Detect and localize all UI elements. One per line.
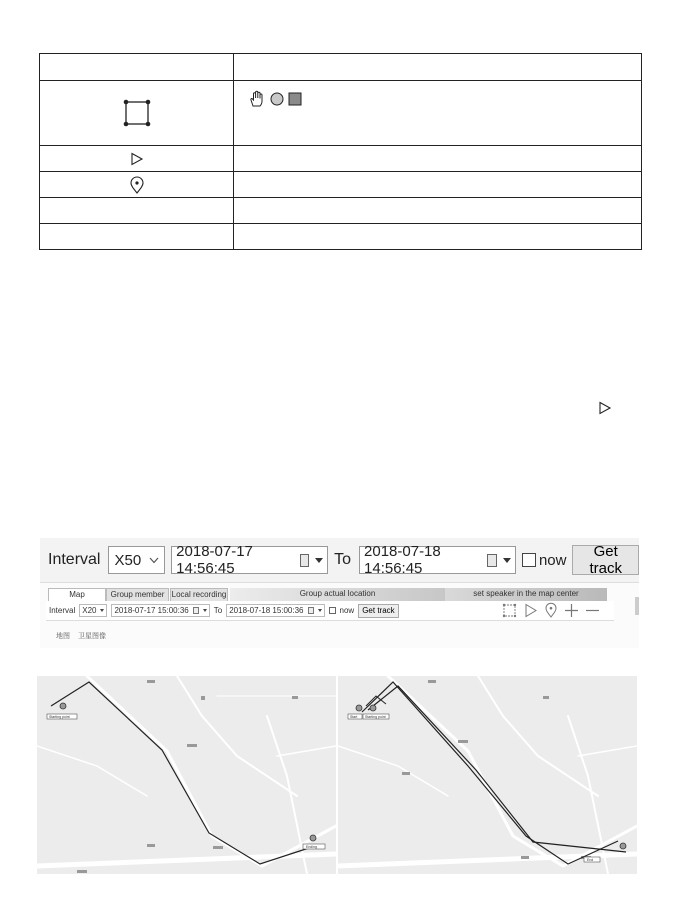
start-marker-icon bbox=[356, 705, 362, 711]
end-marker-icon bbox=[620, 843, 626, 849]
table-row bbox=[40, 172, 642, 198]
tab-set-speaker[interactable]: set speaker in the map center bbox=[445, 588, 607, 601]
calendar-icon[interactable] bbox=[308, 607, 314, 614]
inline-icon-group bbox=[248, 90, 641, 108]
to-date-value: 2018-07-18 14:56:45 bbox=[364, 543, 441, 577]
start-marker-icon bbox=[370, 705, 376, 711]
location-pin-icon bbox=[129, 176, 145, 194]
end-marker-icon bbox=[310, 835, 316, 841]
hand-icon bbox=[248, 90, 266, 108]
caret-down-icon[interactable] bbox=[315, 558, 323, 563]
app-window bbox=[40, 582, 639, 648]
caret-down-icon[interactable] bbox=[203, 609, 207, 612]
table-cell-desc bbox=[234, 198, 642, 224]
now-checkbox[interactable] bbox=[522, 553, 536, 567]
start-label-2: Start bbox=[350, 715, 358, 719]
get-track-button[interactable]: Get track bbox=[358, 604, 398, 618]
now-checkbox-group bbox=[522, 552, 567, 569]
from-date-input[interactable] bbox=[111, 604, 209, 617]
table-cell-icon bbox=[40, 81, 234, 146]
table-row bbox=[40, 198, 642, 224]
interval-select[interactable] bbox=[108, 546, 165, 574]
from-date-value: 2018-07-17 14:56:45 bbox=[176, 543, 253, 577]
table-cell-desc bbox=[234, 172, 642, 198]
table-cell-icon bbox=[40, 198, 234, 224]
now-label: now bbox=[538, 551, 567, 569]
interval-select[interactable] bbox=[79, 604, 107, 617]
track-line bbox=[362, 682, 618, 864]
map-panel-right[interactable] bbox=[338, 676, 637, 874]
track-toolbar bbox=[40, 538, 639, 582]
zoom-in-icon[interactable] bbox=[564, 603, 579, 618]
from-date-value: 2018-07-17 15:00:36 bbox=[114, 606, 189, 615]
interval-value: X20 bbox=[82, 606, 97, 615]
caret-down-icon bbox=[100, 609, 104, 612]
map-panel-left[interactable] bbox=[37, 676, 336, 874]
circle-icon bbox=[270, 92, 284, 106]
map-type-map[interactable]: 地图 bbox=[56, 633, 70, 640]
to-date-input[interactable] bbox=[226, 604, 324, 617]
start-marker-icon bbox=[60, 703, 66, 709]
end-label: Ending bbox=[306, 845, 317, 849]
play-icon bbox=[598, 401, 612, 415]
now-label: now bbox=[339, 606, 355, 615]
map-canvas[interactable] bbox=[338, 676, 637, 874]
icon-description-table bbox=[39, 53, 642, 250]
tab-bar bbox=[40, 588, 639, 601]
location-pin-icon[interactable] bbox=[544, 602, 558, 618]
table-cell-icon bbox=[40, 146, 234, 172]
caret-down-icon[interactable] bbox=[503, 558, 511, 563]
interval-label: Interval bbox=[49, 606, 76, 615]
interval-label: Interval bbox=[48, 551, 101, 568]
interval-value: X50 bbox=[114, 551, 142, 569]
start-label: Starting point bbox=[49, 715, 70, 719]
tab-group-actual-location[interactable]: Group actual location bbox=[230, 588, 445, 601]
table-row bbox=[40, 224, 642, 250]
end-label: End bbox=[587, 858, 594, 862]
to-date-value: 2018-07-18 15:00:36 bbox=[229, 606, 304, 615]
select-rectangle-icon bbox=[122, 98, 152, 128]
start-label: Starting point bbox=[365, 715, 386, 719]
zoom-out-icon[interactable] bbox=[585, 603, 600, 618]
map-type-satellite[interactable]: 卫星图像 bbox=[78, 633, 106, 640]
caret-down-icon[interactable] bbox=[318, 609, 322, 612]
tab-group-member[interactable]: Group member bbox=[106, 588, 169, 601]
roads bbox=[37, 676, 336, 874]
table-row bbox=[40, 81, 642, 146]
table-cell-icon bbox=[40, 224, 234, 250]
calendar-icon[interactable] bbox=[300, 554, 310, 567]
select-rectangle-icon[interactable] bbox=[502, 603, 517, 618]
get-track-button[interactable]: Get track bbox=[572, 545, 639, 575]
now-checkbox[interactable] bbox=[329, 607, 336, 614]
map-canvas[interactable] bbox=[37, 676, 336, 874]
play-icon[interactable] bbox=[523, 603, 538, 618]
tab-map[interactable]: Map bbox=[48, 588, 106, 601]
calendar-icon[interactable] bbox=[487, 554, 497, 567]
table-cell-desc bbox=[234, 54, 642, 81]
table-cell-desc bbox=[234, 224, 642, 250]
track-line bbox=[51, 682, 315, 864]
track-line-return bbox=[368, 686, 626, 852]
play-icon bbox=[130, 152, 144, 166]
map-type-switch bbox=[56, 631, 106, 641]
square-icon bbox=[288, 92, 302, 106]
to-date-input[interactable] bbox=[359, 543, 516, 577]
table-cell-icon bbox=[40, 172, 234, 198]
scrollbar[interactable] bbox=[635, 597, 639, 615]
table-cell-desc bbox=[234, 146, 642, 172]
map-labels bbox=[77, 680, 298, 873]
from-date-input[interactable] bbox=[171, 543, 328, 577]
table-cell-desc bbox=[234, 81, 642, 146]
table-row bbox=[40, 54, 642, 81]
table-row bbox=[40, 146, 642, 172]
to-label: To bbox=[334, 551, 352, 568]
calendar-icon[interactable] bbox=[193, 607, 199, 614]
roads bbox=[338, 676, 637, 874]
tab-local-recording[interactable]: Local recording bbox=[171, 590, 227, 599]
table-cell-icon bbox=[40, 54, 234, 81]
to-label: To bbox=[213, 606, 223, 615]
map-tools bbox=[502, 602, 600, 618]
chevron-down-icon bbox=[149, 557, 159, 564]
